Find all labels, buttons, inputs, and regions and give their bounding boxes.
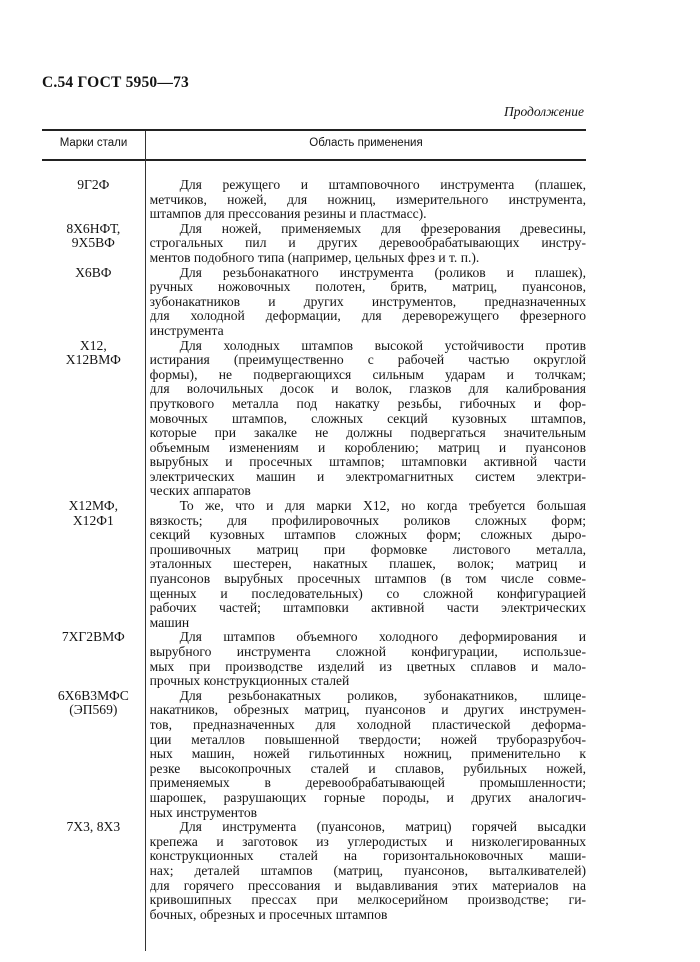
application-line: ции металлов повышенной твердости; ножей труборазрубоч- <box>149 732 586 747</box>
application-line: машин <box>149 615 190 630</box>
application-line: вязкость; для профилировочных роликов сложных форм; <box>149 513 586 528</box>
application-line: рабочих частей; штамповки активной части электрических <box>149 601 586 616</box>
application-line: метчиков, ножей, для ножниц, измерительного инструмента, <box>149 192 586 207</box>
application-line: для волочильных досок и волок, глазков для калибрования <box>149 382 586 397</box>
application-text <box>150 689 586 820</box>
application-line: ручных ножовочных полотен, бритв, матриц, пуансонов, <box>149 280 586 295</box>
application-text <box>150 820 586 922</box>
table-row <box>42 266 586 339</box>
steel-grade <box>42 820 145 922</box>
application-line: применяемых в деревообрабатывающей промышленности; <box>149 776 586 791</box>
table-row <box>42 178 586 222</box>
application-line: конструкционных сталей на горизонтальноковочных маши- <box>149 849 586 864</box>
steel-grade-line: 9Х5ВФ <box>71 235 115 251</box>
application-line: бочных, обрезных и просечных штампов <box>149 907 388 922</box>
application-line: Для штампов объемного холодного деформирования и <box>179 630 586 645</box>
table-row <box>42 339 586 500</box>
application-line: инструмента <box>149 323 224 338</box>
steel-grade <box>42 689 145 820</box>
table-top-rule <box>42 129 586 131</box>
application-line: Для ножей, применяемых для фрезерования древесины, <box>179 221 586 236</box>
table-row <box>42 222 586 266</box>
application-line: истирания (преимущественно с рабочей частью округлой <box>149 353 586 368</box>
application-line: секций кузовных штампов сложных форм; сложных дыро- <box>149 528 586 543</box>
application-text <box>150 499 586 630</box>
application-line: зубонакатников и других инструментов, предназначенных <box>149 294 586 309</box>
application-line: штампов для прессования резины и пластмасс). <box>149 207 427 222</box>
steel-grade <box>42 178 145 222</box>
steel-grade-line: (ЭП569) <box>69 702 118 718</box>
application-line: шарошек, разрушающих горные породы, и других аналогич- <box>149 790 586 805</box>
application-line: нах; деталей штампов (матриц, пуансонов, выталкивателей) <box>149 863 586 878</box>
application-line: мых при производстве изделий из цветных сплавов и мало- <box>149 659 586 674</box>
application-line: накатников, обрезных матриц, пуансонов и других инструмен- <box>149 703 586 718</box>
steel-grade-line: 8Х6НФТ, <box>66 220 121 236</box>
application-line: ных машин, ножей гильотинных ножниц, применительно к <box>149 747 586 762</box>
application-line: строгальных пил и других деревообрабатывающих инстру- <box>149 236 586 251</box>
application-text <box>150 339 586 500</box>
table-body <box>42 178 586 922</box>
page-title: С.54 ГОСТ 5950—73 <box>42 74 189 91</box>
steel-grade-line: Х12МФ, <box>68 498 119 514</box>
application-line: Для резьбонакатных роликов, зубонакатников, шлице- <box>179 688 586 703</box>
steel-grade-line: Х12ВМФ <box>65 352 121 368</box>
application-line: электрических машин и электромагнитных систем электри- <box>149 469 586 484</box>
steel-grade <box>42 499 145 630</box>
application-line: эталонных шестерен, накатных плашек, волок; матриц и <box>149 557 586 572</box>
application-line: пруткового металла под накатку резьбы, гибочных и фор- <box>149 396 586 411</box>
application-line: для горячего прессования и выдавливания этих материалов на <box>149 878 586 893</box>
table-header-rule <box>42 159 586 161</box>
steel-grade <box>42 266 145 339</box>
steel-grade-line: 9Г2Ф <box>77 177 110 192</box>
application-line: прочных конструкционных сталей <box>149 674 350 689</box>
continuation-label: Продолжение <box>503 104 584 119</box>
application-text <box>150 266 586 339</box>
application-line: Для холодных штампов высокой устойчивости против <box>179 338 586 353</box>
application-line: щенных и последовательных) со сложной конфигурацией <box>149 586 586 601</box>
steel-grade-line: 7ХГ2ВМФ <box>61 629 125 645</box>
steel-grade-line: 7Х3, 8Х3 <box>66 819 121 835</box>
steel-grade-line: Х6ВФ <box>75 264 112 280</box>
application-line: тов, предназначенных для холодной пластической деформа- <box>149 717 586 732</box>
application-line: для холодной деформации, для дереворежущего фрезерного <box>149 309 586 324</box>
application-line: прошивочных матриц при формовке листового металла, <box>149 542 586 557</box>
steel-grade <box>42 339 145 500</box>
application-line: формы), не подвергающихся сильным ударам и толчкам; <box>149 367 586 382</box>
steel-grade <box>42 222 145 266</box>
table-row <box>42 689 586 820</box>
application-line: которые при закалке не должны подвергаться значительным <box>149 426 586 441</box>
application-line: ных инструментов <box>149 805 258 820</box>
application-text <box>150 178 586 222</box>
column-header-application: Область применения <box>309 137 423 149</box>
application-line: объемным изменениям и короблению; матриц и пуансонов <box>149 440 586 455</box>
steel-grade-line: Х12Ф1 <box>72 512 114 528</box>
application-line: ческих аппаратов <box>149 484 251 499</box>
steel-grade <box>42 630 145 688</box>
application-line: Для инструмента (пуансонов, матриц) горячей высадки <box>179 820 586 835</box>
steel-grade-line: Х12, <box>79 337 107 353</box>
application-text <box>150 630 586 688</box>
table-row <box>42 630 586 688</box>
table-row <box>42 499 586 630</box>
application-line: крепежа и заготовок из углеродистых и низколегированных <box>149 834 586 849</box>
application-line: Для режущего и штамповочного инструмента (плашек, <box>179 178 586 192</box>
application-line: пуансонов вырубных просечных штампов (в том числе совме- <box>149 572 586 587</box>
application-line: Для резьбонакатного инструмента (роликов и плашек), <box>179 265 586 280</box>
application-line: ментов подобного типа (например, цельных фрез и т. п.). <box>149 250 480 265</box>
application-line: мовочных штампов, сложных секций кузовных штампов, <box>149 411 586 426</box>
column-header-grade: Марки стали <box>59 137 128 149</box>
application-line: резке высокопрочных сталей и сплавов, рубильных ножей, <box>149 761 586 776</box>
table-row <box>42 820 586 922</box>
application-line: То же, что и для марки Х12, но когда требуется большая <box>179 499 586 514</box>
steel-grade-line: 6Х6В3МФС <box>57 687 129 703</box>
application-line: вырубных и просечных штампов; штамповки активной части <box>149 455 586 470</box>
application-text <box>150 222 586 266</box>
application-line: вырубного инструмента сложной конфигурации, использue- <box>149 645 586 659</box>
application-line: кривошипных прессах при мелкосерийном производстве; ги- <box>149 893 586 908</box>
